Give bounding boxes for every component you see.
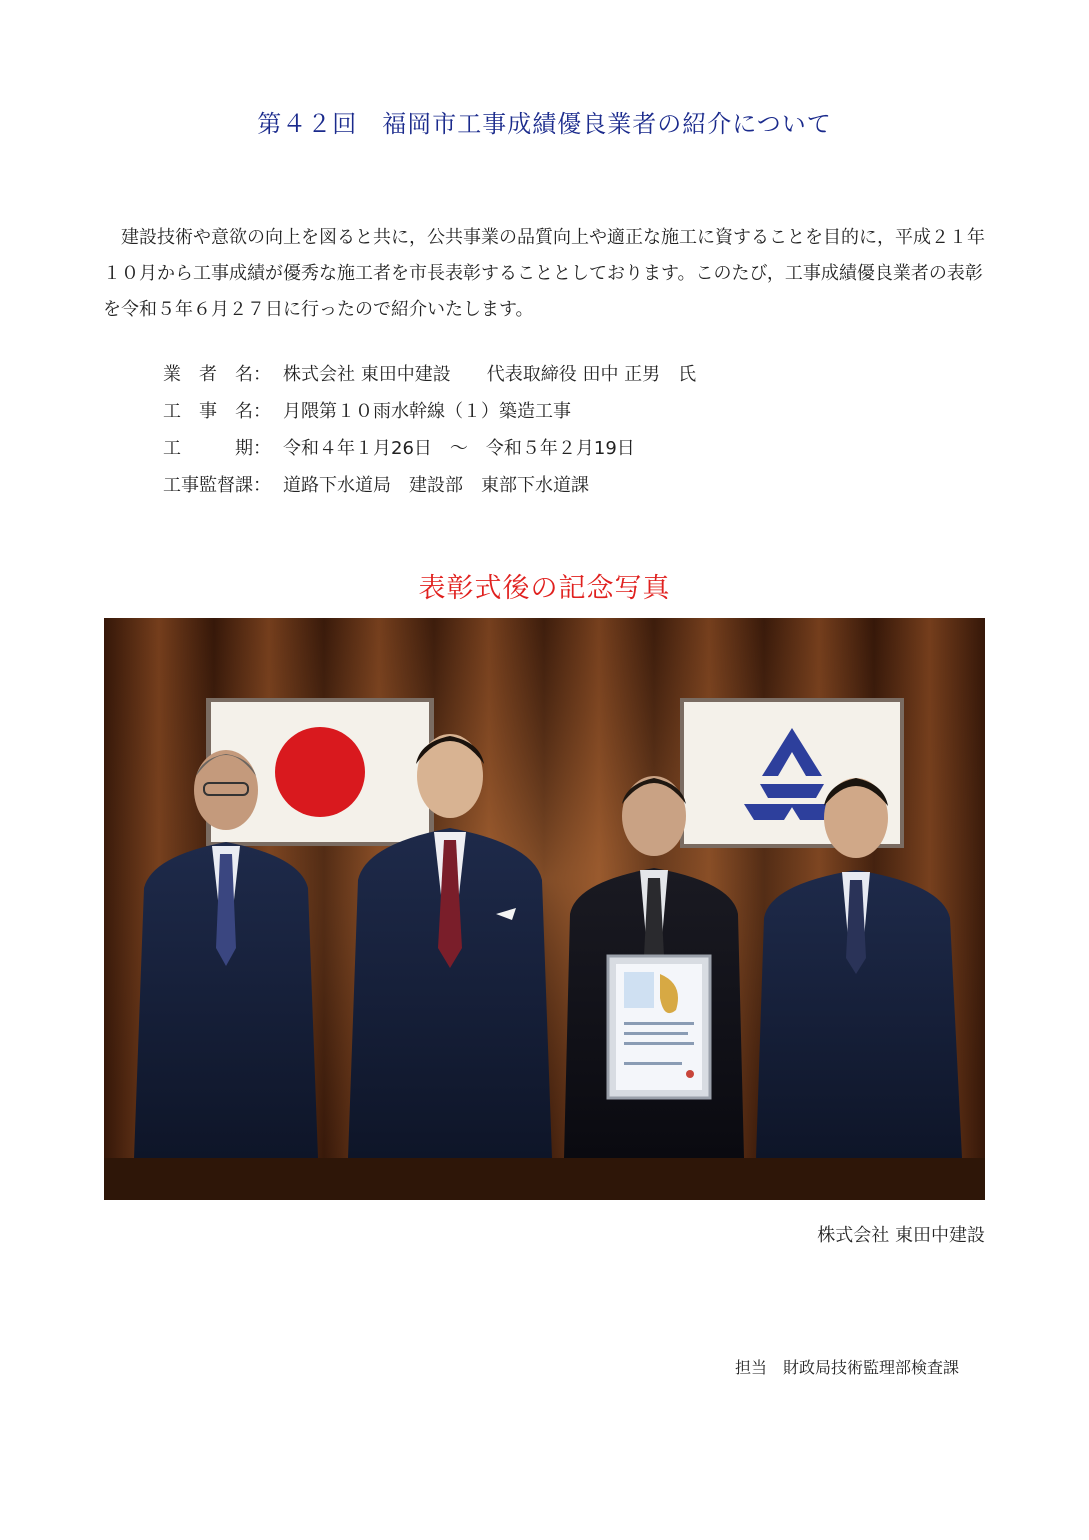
intro-paragraph <box>103 220 993 328</box>
project-label: 工 事 名： <box>163 401 271 422</box>
info-row-period <box>163 430 696 467</box>
footer-contact: 担当 財政局技術監理部検査課 <box>734 1358 959 1377</box>
commemorative-photo <box>104 618 985 1200</box>
photo-illustration <box>104 618 985 1200</box>
project-info <box>163 356 696 504</box>
supervisor-value: 道路下水道局 建設部 東部下水道課 <box>283 475 589 496</box>
company-label: 業 者 名： <box>163 364 271 385</box>
japan-flag-sun <box>275 727 365 817</box>
photo-heading: 表彰式後の記念写真 <box>418 573 671 604</box>
intro-text: 建設技術や意欲の向上を図ると共に，公共事業の品質向上や適正な施工に資することを目的に，平成２１年１０月から工事成績が優秀な施工者を市長表彰することとしております。このたび，工事成績優良業者の表彰を令和５年６月２７日に行ったので紹介いたします。 <box>103 227 985 320</box>
period-value: 令和４年１月26日 ～ 令和５年２月19日 <box>283 438 635 459</box>
project-value: 月隈第１０雨水幹線（１）築造工事 <box>283 401 571 422</box>
period-label: 工 期： <box>163 438 271 459</box>
photo-caption: 株式会社 東田中建設 <box>817 1225 985 1246</box>
company-value: 株式会社 東田中建設 代表取締役 田中 正男 氏 <box>283 364 697 385</box>
info-row-company <box>163 356 696 393</box>
info-row-project <box>163 393 696 430</box>
page-title: 第４２回 福岡市工事成績優良業者の紹介について <box>257 110 832 138</box>
info-row-supervisor <box>163 467 696 504</box>
supervisor-label: 工事監督課： <box>163 475 271 496</box>
